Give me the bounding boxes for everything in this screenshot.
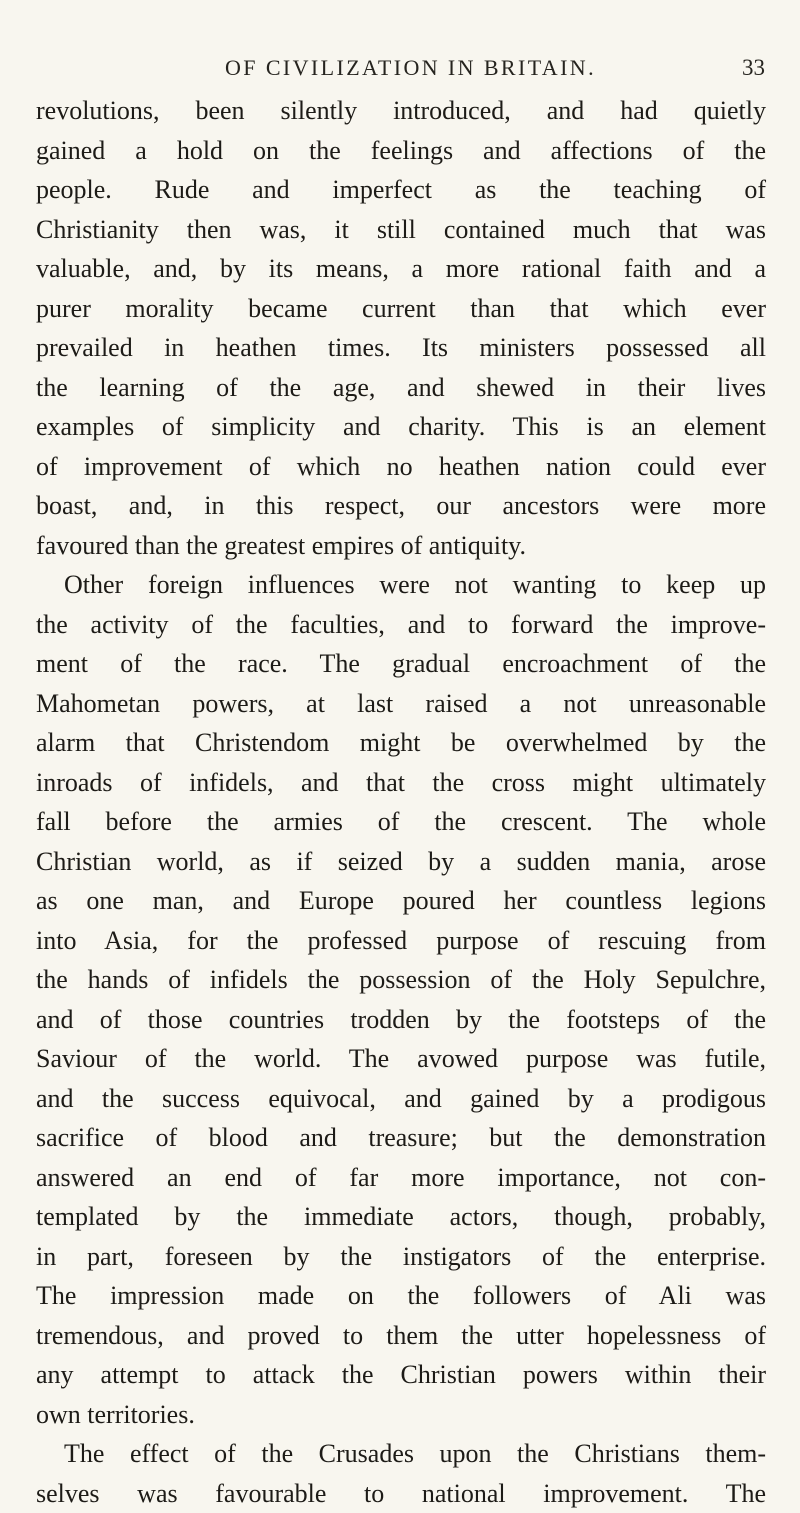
text-line: and the success equivocal, and gained by a prodigous [36,1079,766,1119]
text-line: the learning of the age, and shewed in their lives [36,368,766,408]
text-line: the hands of infidels the possession of the Holy Sepulchre, [36,960,766,1000]
text-line: revolutions, been silently introduced, and had quietly [36,91,766,131]
text-line: valuable, and, by its means, a more rational faith and a [36,249,766,289]
text-line: boast, and, in this respect, our ancestors were more [36,486,766,526]
text-line: tremendous, and proved to them the utter hopelessness of [36,1316,766,1356]
text-line: of improvement of which no heathen nation could ever [36,447,766,487]
text-line: in part, foreseen by the instigators of the enterprise. [36,1237,766,1277]
text-line: as one man, and Europe poured her countless legions [36,881,766,921]
paragraph-end-line: own territories. [36,1395,766,1435]
text-line: templated by the immediate actors, though, probably, [36,1197,766,1237]
text-line: and of those countries trodden by the footsteps of the [36,1000,766,1040]
text-line: into Asia, for the professed purpose of rescuing from [36,921,766,961]
text-line: gained a hold on the feelings and affections of the [36,131,766,171]
text-line: the activity of the faculties, and to forward the improve- [36,605,766,645]
page-header [35,55,765,91]
text-line: prevailed in heathen times. Its ministers possessed all [36,328,766,368]
text-line: sacrifice of blood and treasure; but the demonstration [36,1118,766,1158]
paragraph-start-line: Other foreign influences were not wanting to keep up [36,565,766,605]
text-line: fall before the armies of the crescent. The whole [36,802,766,842]
text-line: ment of the race. The gradual encroachment of the [36,644,766,684]
text-line: examples of simplicity and charity. This is an element [36,407,766,447]
text-line: Christianity then was, it still contained much that was [36,210,766,250]
text-line: selves was favourable to national improvement. The [36,1474,766,1513]
body-text [36,91,766,1513]
text-line: The impression made on the followers of Ali was [36,1276,766,1316]
paragraph-start-line: The effect of the Crusades upon the Christians them- [36,1434,766,1474]
text-line: purer morality became current than that which ever [36,289,766,329]
text-line: Saviour of the world. The avowed purpose was futile, [36,1039,766,1079]
text-line: any attempt to attack the Christian powers within their [36,1355,766,1395]
text-line: Christian world, as if seized by a sudden mania, arose [36,842,766,882]
text-line: inroads of infidels, and that the cross might ultimately [36,763,766,803]
text-line: alarm that Christendom might be overwhelmed by the [36,723,766,763]
running-title: OF CIVILIZATION IN BRITAIN. [225,55,596,81]
text-line: Mahometan powers, at last raised a not unreasonable [36,684,766,724]
text-line: people. Rude and imperfect as the teaching of [36,170,766,210]
text-line: answered an end of far more importance, not con- [36,1158,766,1198]
paragraph-end-line: favoured than the greatest empires of antiquity. [36,526,766,566]
page-number: 33 [742,55,765,81]
